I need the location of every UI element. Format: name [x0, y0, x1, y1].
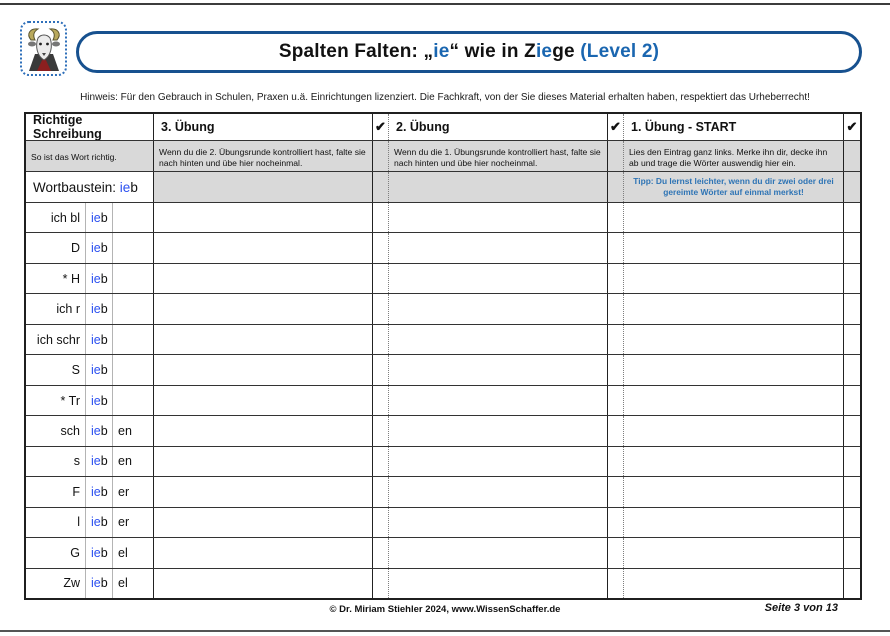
stem-blue: ie	[119, 179, 131, 195]
practice-cell	[154, 172, 373, 202]
wortbaustein-label: Wortbaustein:	[33, 179, 120, 195]
wortbaustein-row	[26, 172, 860, 203]
check-column-cell	[844, 386, 860, 415]
instruction-text: Wenn du die 2. Übungsrunde kontrolliert hast, falte sie nach hinten und übe hier nocheinmal.	[159, 146, 366, 168]
word-suffix: en	[113, 416, 154, 445]
practice-cell-uebung-2	[389, 508, 608, 537]
practice-cell-uebung-2	[389, 416, 608, 445]
stem-black: b	[100, 332, 108, 347]
word-row	[26, 325, 860, 355]
practice-cell-uebung-2	[389, 386, 608, 415]
stem-black: b	[100, 576, 108, 591]
practice-cell-uebung-2	[389, 447, 608, 476]
check-mark-icon: ✔	[846, 119, 858, 134]
word-suffix: er	[113, 508, 154, 537]
word-prefix: G	[26, 538, 86, 567]
word-suffix	[113, 203, 154, 232]
word-prefix: ich bl	[26, 203, 86, 232]
practice-cell-uebung-3	[154, 203, 373, 232]
license-notice: Hinweis: Für den Gebrauch in Schulen, Praxen u.ä. Einrichtungen lizenziert. Die Fachkraft, von der Sie dieses Material erhalten haben, respektiert das Urheberrecht!	[80, 92, 810, 103]
word-stem	[86, 386, 113, 415]
title-part: ie	[535, 41, 553, 62]
practice-cell	[389, 172, 608, 202]
title-part: ie	[433, 41, 450, 62]
word-suffix	[113, 386, 154, 415]
word-stem	[86, 508, 113, 537]
word-stem	[86, 203, 113, 232]
bottom-rule	[0, 630, 890, 632]
check-column-cell	[373, 325, 389, 354]
word-stem	[86, 447, 113, 476]
word-row	[26, 538, 860, 568]
instruction-uebung-2	[389, 141, 608, 171]
practice-cell-uebung-1	[624, 477, 844, 506]
word-stem	[86, 416, 113, 445]
col-header-uebung-2: 2. Übung	[389, 114, 608, 140]
check-column-cell	[608, 386, 624, 415]
word-stem	[86, 569, 113, 598]
practice-cell-uebung-3	[154, 233, 373, 262]
instruction-text: So ist das Wort richtig.	[31, 152, 117, 163]
check-column-cell	[844, 416, 860, 445]
stem-blue: ie	[91, 484, 101, 499]
tip-text: Tipp: Du lernst leichter, wenn du dir zwei oder drei gereimte Wörter auf einmal merkst!	[633, 175, 834, 197]
practice-cell-uebung-2	[389, 233, 608, 262]
word-row	[26, 447, 860, 477]
copyright: © Dr. Miriam Stiehler 2024, www.WissenSchaffer.de	[329, 604, 561, 615]
word-prefix: * Tr	[26, 386, 86, 415]
stem-blue: ie	[91, 515, 101, 530]
practice-cell-uebung-1	[624, 294, 844, 323]
stem-blue: ie	[91, 302, 101, 317]
stem-blue: ie	[91, 332, 101, 347]
title-part: Spalten Falten: „	[278, 41, 434, 62]
word-stem	[86, 264, 113, 293]
page-title	[279, 41, 659, 63]
practice-cell-uebung-1	[624, 264, 844, 293]
word-stem	[86, 325, 113, 354]
stem-black: b	[100, 241, 108, 256]
word-stem	[86, 233, 113, 262]
practice-cell-uebung-2	[389, 203, 608, 232]
word-prefix: s	[26, 447, 86, 476]
word-prefix: * H	[26, 264, 86, 293]
check-column-cell	[373, 477, 389, 506]
practice-cell-uebung-1	[624, 203, 844, 232]
check-column-cell	[844, 172, 860, 202]
check-column-cell	[844, 538, 860, 567]
practice-cell-uebung-3	[154, 325, 373, 354]
practice-cell-uebung-1	[624, 538, 844, 567]
word-prefix: S	[26, 355, 86, 384]
word-suffix	[113, 294, 154, 323]
word-suffix: el	[113, 538, 154, 567]
practice-cell-uebung-3	[154, 416, 373, 445]
check-column-cell	[844, 447, 860, 476]
word-row	[26, 386, 860, 416]
title-part: “ wie in Z	[449, 41, 536, 62]
check-column-cell	[608, 477, 624, 506]
instruction-text: Lies den Eintrag ganz links. Merke ihn dir, decke ihn ab und trage die Wörter auswendig hier ein.	[629, 146, 828, 168]
check-column-cell	[608, 325, 624, 354]
check-column-cell	[608, 538, 624, 567]
check-column-cell	[608, 233, 624, 262]
wortbaustein-label-cell	[26, 172, 154, 202]
practice-cell-uebung-3	[154, 447, 373, 476]
check-column-cell	[844, 508, 860, 537]
stem-black: b	[100, 545, 108, 560]
check-column-cell	[608, 416, 624, 445]
page-number: Seite 3 von 13	[764, 602, 838, 614]
practice-cell-uebung-3	[154, 508, 373, 537]
table-header-row	[26, 114, 860, 141]
top-rule	[0, 3, 890, 5]
check-column-cell	[844, 203, 860, 232]
stem-black: b	[100, 210, 108, 225]
stem-blue: ie	[91, 363, 101, 378]
col-header-uebung-3: 3. Übung	[154, 114, 373, 140]
stem-blue: ie	[91, 271, 101, 286]
practice-cell-uebung-1	[624, 508, 844, 537]
check-column-cell	[373, 447, 389, 476]
word-row	[26, 233, 860, 263]
check-column-cell	[373, 172, 389, 202]
check-column-cell	[844, 264, 860, 293]
stem-black: b	[100, 271, 108, 286]
practice-cell-uebung-2	[389, 294, 608, 323]
word-prefix: Zw	[26, 569, 86, 598]
practice-cell-uebung-1	[624, 386, 844, 415]
goat-logo	[20, 21, 67, 76]
instruction-uebung-1	[624, 141, 844, 171]
check-column-cell	[608, 294, 624, 323]
word-row	[26, 508, 860, 538]
practice-cell-uebung-3	[154, 264, 373, 293]
col-header-uebung-1-start: 1. Übung - START	[624, 114, 844, 140]
word-row	[26, 416, 860, 446]
practice-cell-uebung-1	[624, 355, 844, 384]
stem-black: b	[100, 363, 108, 378]
check-column-cell	[844, 569, 860, 598]
word-prefix: F	[26, 477, 86, 506]
word-row	[26, 294, 860, 324]
check-column-cell	[608, 203, 624, 232]
word-prefix: l	[26, 508, 86, 537]
word-stem	[86, 355, 113, 384]
check-column-cell	[844, 294, 860, 323]
word-stem	[86, 294, 113, 323]
stem-blue: ie	[91, 393, 101, 408]
check-column-cell	[373, 416, 389, 445]
stem-black: b	[100, 515, 108, 530]
word-rows	[26, 203, 860, 598]
practice-cell-uebung-2	[389, 325, 608, 354]
practice-cell-uebung-3	[154, 386, 373, 415]
title-part: ge	[552, 41, 581, 62]
word-prefix: D	[26, 233, 86, 262]
word-row	[26, 203, 860, 233]
check-column-cell	[608, 355, 624, 384]
word-prefix: ich r	[26, 294, 86, 323]
check-column-cell	[608, 508, 624, 537]
stem-black: b	[100, 454, 108, 469]
check-column-cell	[373, 294, 389, 323]
word-prefix: sch	[26, 416, 86, 445]
practice-cell-uebung-1	[624, 233, 844, 262]
check-column-cell	[844, 141, 860, 171]
practice-cell-uebung-1	[624, 569, 844, 598]
instruction-row	[26, 141, 860, 172]
check-column-cell	[844, 355, 860, 384]
instruction-text: Wenn du die 1. Übungsrunde kontrolliert hast, falte sie nach hinten und übe hier nocheinmal.	[394, 146, 601, 168]
check-column-cell	[373, 264, 389, 293]
check-column-cell	[608, 264, 624, 293]
tip-cell	[624, 172, 844, 202]
check-column-cell	[373, 203, 389, 232]
word-prefix: ich schr	[26, 325, 86, 354]
word-suffix	[113, 325, 154, 354]
word-row	[26, 569, 860, 598]
word-suffix: en	[113, 447, 154, 476]
practice-cell-uebung-1	[624, 325, 844, 354]
check-column-cell	[373, 386, 389, 415]
check-column-cell	[373, 233, 389, 262]
practice-cell-uebung-1	[624, 416, 844, 445]
check-column-cell	[373, 141, 389, 171]
stem-black: b	[100, 393, 108, 408]
practice-cell-uebung-2	[389, 355, 608, 384]
check-mark-icon: ✔	[373, 114, 389, 140]
stem-blue: ie	[91, 210, 101, 225]
word-suffix	[113, 233, 154, 262]
stem-black: b	[130, 179, 138, 195]
goat-icon	[25, 26, 63, 72]
word-row	[26, 264, 860, 294]
stem-blue: ie	[91, 241, 101, 256]
practice-cell-uebung-3	[154, 477, 373, 506]
practice-cell-uebung-2	[389, 538, 608, 567]
check-column-cell	[373, 508, 389, 537]
check-column-cell	[844, 477, 860, 506]
practice-cell-uebung-1	[624, 447, 844, 476]
stem-black: b	[100, 424, 108, 439]
practice-cell-uebung-2	[389, 477, 608, 506]
practice-cell-uebung-3	[154, 538, 373, 567]
practice-cell-uebung-3	[154, 569, 373, 598]
practice-cell-uebung-3	[154, 355, 373, 384]
word-suffix	[113, 264, 154, 293]
check-column-cell	[844, 233, 860, 262]
word-stem	[86, 477, 113, 506]
stem-black: b	[100, 302, 108, 317]
word-suffix	[113, 355, 154, 384]
instruction-richtige-schreibung	[26, 141, 154, 171]
check-column-cell	[608, 569, 624, 598]
practice-cell-uebung-2	[389, 569, 608, 598]
instruction-uebung-3	[154, 141, 373, 171]
check-column-cell	[373, 355, 389, 384]
stem-blue: ie	[91, 576, 101, 591]
stem-black: b	[100, 484, 108, 499]
title-part: (Level 2)	[580, 41, 660, 62]
check-column-cell	[844, 325, 860, 354]
word-stem	[86, 538, 113, 567]
practice-cell-uebung-3	[154, 294, 373, 323]
word-row	[26, 477, 860, 507]
check-column-cell	[373, 538, 389, 567]
worksheet-table	[24, 112, 862, 600]
check-column-cell	[608, 172, 624, 202]
check-column-cell	[608, 447, 624, 476]
title-box	[76, 31, 862, 73]
check-column-cell	[373, 569, 389, 598]
col-header-richtige-schreibung: Richtige Schreibung	[26, 114, 154, 140]
stem-blue: ie	[91, 545, 101, 560]
check-mark-icon: ✔	[608, 114, 624, 140]
practice-cell-uebung-2	[389, 264, 608, 293]
check-column-cell	[608, 141, 624, 171]
word-suffix: er	[113, 477, 154, 506]
stem-blue: ie	[91, 454, 101, 469]
word-suffix: el	[113, 569, 154, 598]
stem-blue: ie	[91, 424, 101, 439]
word-row	[26, 355, 860, 385]
